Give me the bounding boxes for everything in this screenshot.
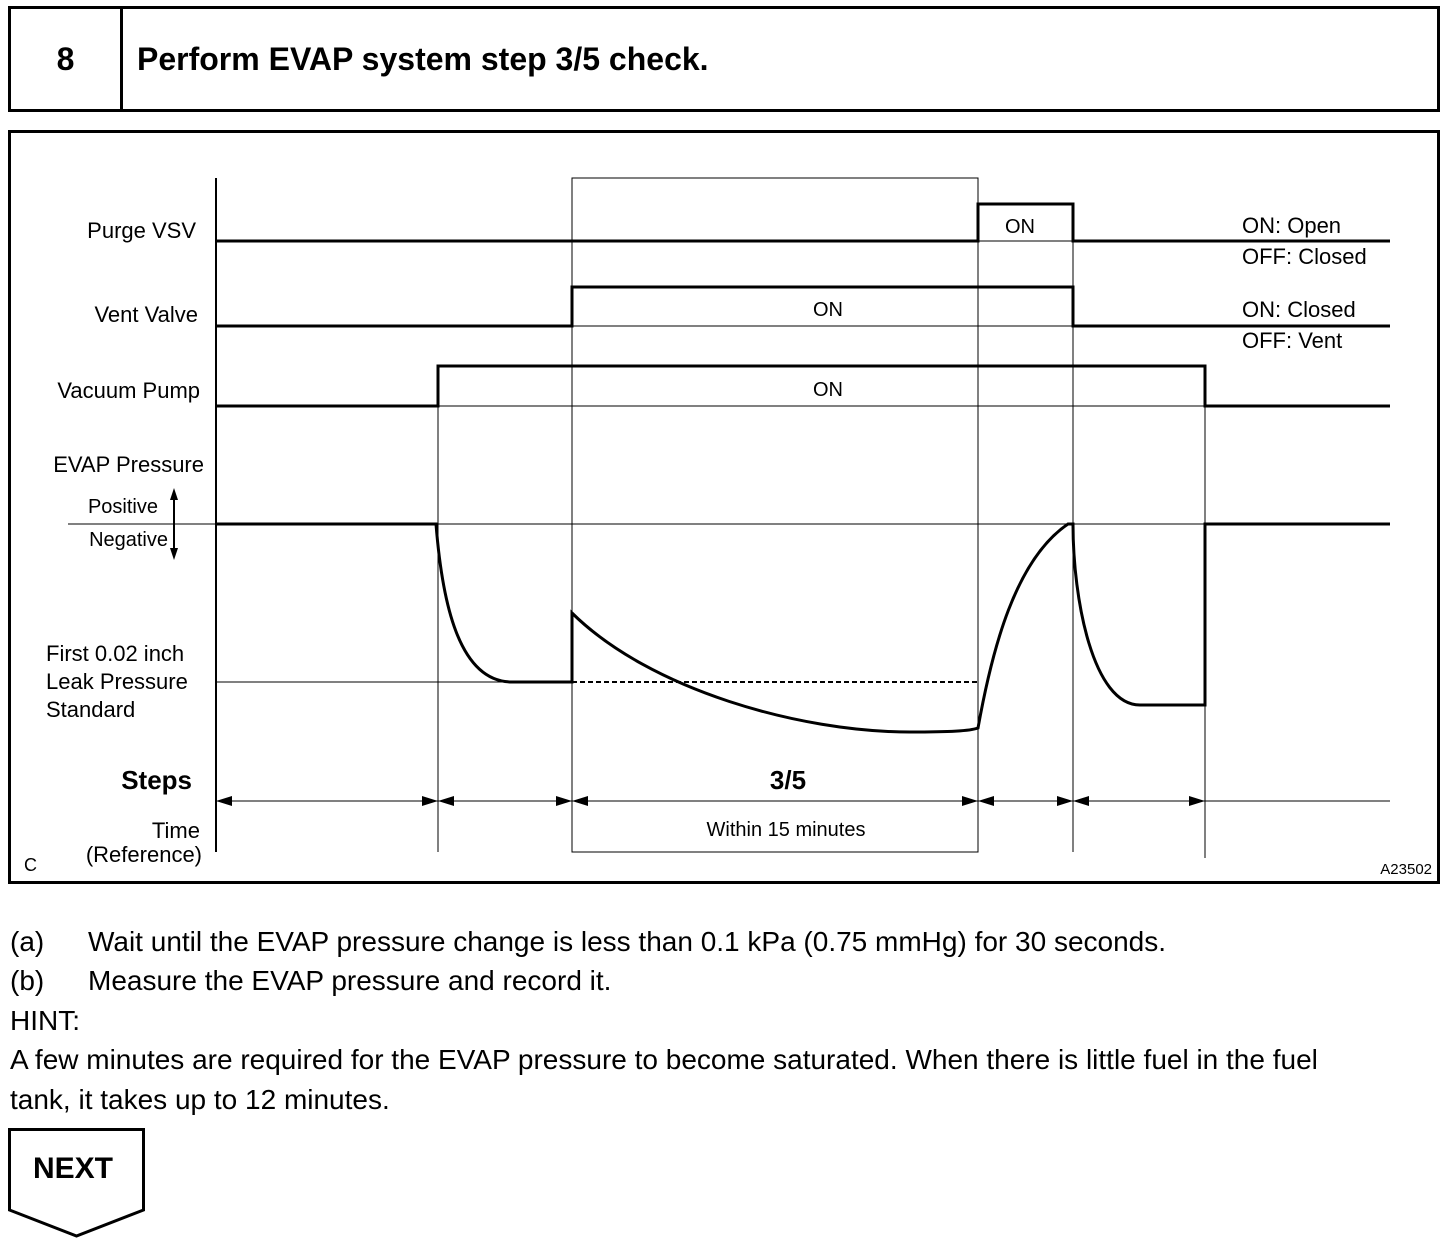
instruction-b-text: Measure the EVAP pressure and record it. [88, 965, 612, 996]
vacuum-pump-signal [216, 366, 1390, 406]
purge-vsv-legend-on: ON: Open [1242, 213, 1342, 238]
vent-valve-label: Vent Valve [94, 302, 198, 327]
purge-vsv-label: Purge VSV [87, 218, 196, 243]
purge-vsv-on-label: ON [1005, 216, 1035, 238]
figure-code: C [24, 855, 37, 875]
vacuum-pump-label: Vacuum Pump [57, 378, 200, 403]
instruction-a-text: Wait until the EVAP pressure change is less than 0.1 kPa (0.75 mmHg) for 30 seconds. [88, 926, 1167, 957]
active-step-label: 3/5 [769, 765, 807, 795]
purge-vsv-signal [216, 204, 1390, 241]
hint-text-line2: tank, it takes up to 12 minutes. [10, 1084, 390, 1115]
hint-text-line1: A few minutes are required for the EVAP pressure to become saturated. When there is little fuel in the fuel [10, 1044, 1318, 1075]
time-dividers [438, 178, 1205, 858]
leak-standard-label-line2: Leak Pressure [46, 669, 188, 694]
vent-valve-legend-on: ON: Closed [1242, 297, 1356, 322]
reference-lines [68, 241, 1390, 682]
time-label-line2: (Reference) [85, 842, 202, 867]
evap-pressure-curve [216, 524, 1390, 732]
negative-arrow-icon [170, 548, 178, 560]
instruction-b [10, 967, 611, 995]
vent-valve-legend-off: OFF: Vent [1242, 328, 1343, 353]
purge-vsv-legend-off: OFF: Closed [1242, 244, 1367, 269]
negative-label: Negative [89, 529, 168, 551]
instruction-a-label: (a) [10, 926, 45, 957]
time-label-line1: Time [151, 818, 200, 843]
step-duration-label: Within 15 minutes [706, 819, 866, 841]
positive-arrow-icon [170, 488, 178, 500]
leak-standard-label-line3: Standard [46, 697, 136, 722]
instruction-a [10, 928, 1166, 956]
hint-label: HINT: [10, 1005, 80, 1036]
figure-id: A23502 [1380, 861, 1432, 878]
leak-standard-label-line1: First 0.02 inch [46, 641, 185, 666]
vacuum-pump-on-label: ON [813, 379, 843, 401]
vent-valve-signal [216, 287, 1390, 326]
steps-label: Steps [121, 765, 192, 795]
vent-valve-on-label: ON [813, 299, 843, 321]
step-title: Perform EVAP system step 3/5 check. [137, 40, 709, 77]
diagram-frame [10, 132, 1439, 883]
step-number: 8 [11, 9, 123, 109]
next-button-label: NEXT [32, 1152, 113, 1185]
next-button[interactable] [8, 1128, 146, 1240]
instruction-b-label: (b) [10, 965, 45, 996]
evap-pressure-label: EVAP Pressure [53, 452, 204, 477]
positive-label: Positive [87, 496, 158, 518]
